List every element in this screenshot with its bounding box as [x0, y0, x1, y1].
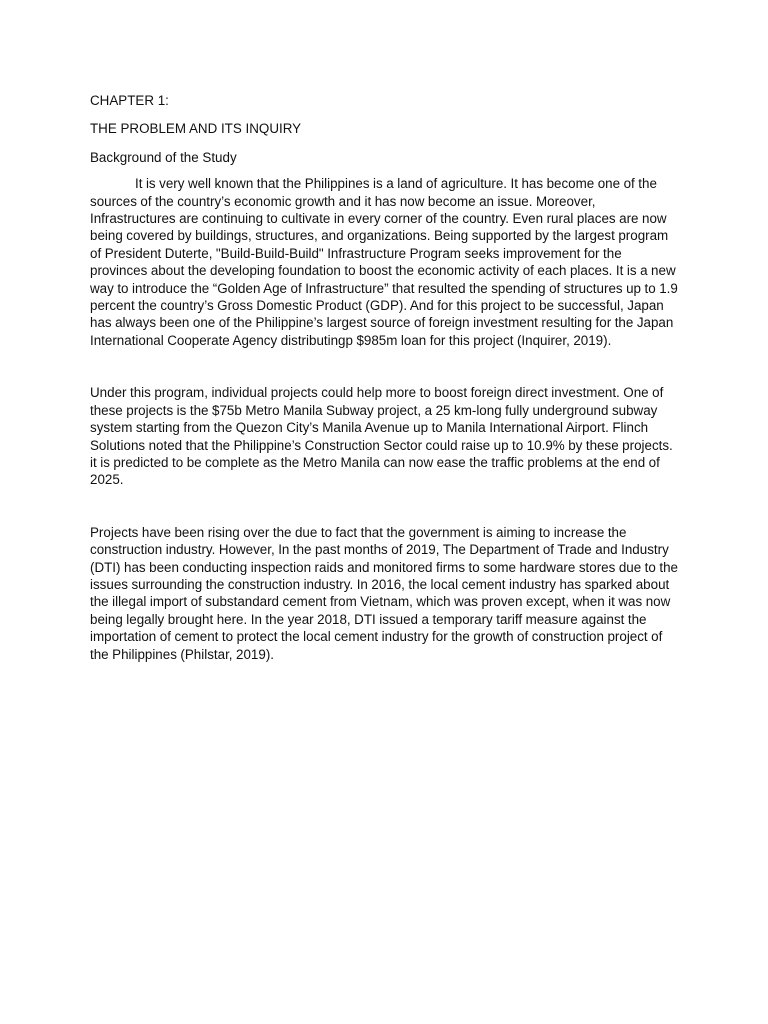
chapter-title: THE PROBLEM AND ITS INQUIRY — [90, 121, 302, 137]
section-heading: Background of the Study — [90, 149, 237, 165]
paragraph-spacer — [90, 489, 682, 524]
chapter-heading: CHAPTER 1: — [90, 93, 169, 108]
paragraph-subway-project: Under this program, individual projects could help more to boost foreign direct investment. One of these projects is the $75b Metro Manila Subway project, a 25 km-long fully underground subway system starting from the Quezon City’s Manila Avenue up to Manila International Airport. Flinch Solutions noted that the Philippine’s Construction Sector could raise up to 10.9% by these projects. it is predicted to be complete as the Metro Manila can now ease the traffic problems at the end of 2025. — [90, 385, 673, 488]
paragraph-spacer — [90, 349, 682, 384]
paragraph-background: It is very well known that the Philippines is a land of agriculture. It has become one of the sources of the country’s economic growth and it has now become an issue. Moreover, Infrastructures are continuing to cultivate in every corner of the country. Even rural places are now being covered by buildings, structures, and organizations. Being supported by the largest program of President Duterte, "Build-Build-Build" Infrastructure Program seeks improvement for the provinces about the developing foundation to boost the economic activity of each places. It is a new way to introduce the “Golden Age of Infrastructure” that resulted the spending of structures up to 1.9 percent the country’s Gross Domestic Product (GDP). And for this project to be successful, Japan has always been one of the Philippine’s largest source of foreign investment resulting for the Japan International Cooperate Agency distributingp $985m loan for this project (Inquirer, 2019). — [90, 176, 678, 348]
paragraph-cement-industry: Projects have been rising over the due to fact that the government is aiming to increase the construction industry. However, In the past months of 2019, The Department of Trade and Industry (DTI) has been conducting inspection raids and monitored firms to some hardware stores due to the issues surrounding the construction industry. In 2016, the local cement industry has sparked about the illegal import of substandard cement from Vietnam, which was proven except, when it was now being legally brought here. In the year 2018, DTI issued a temporary tariff measure against the importation of cement to protect the local cement industry for the growth of construction project of the Philippines (Philstar, 2019). — [90, 524, 678, 662]
document-page — [90, 92, 682, 663]
